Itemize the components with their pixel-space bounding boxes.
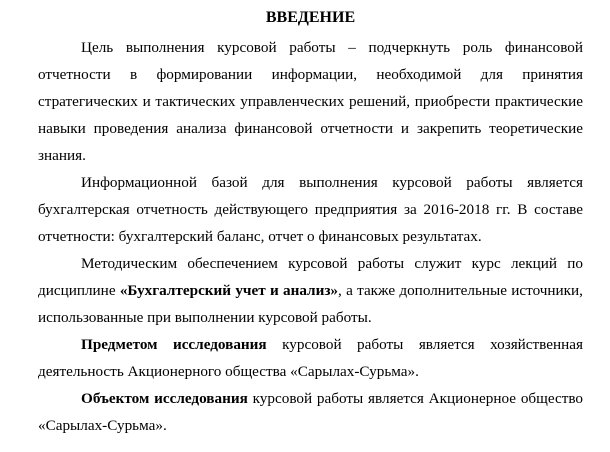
subject-heading: Предметом исследования: [81, 336, 267, 353]
paragraph-information-base: Информационной базой для выполнения курсовой работы является бухгалтерская отчетность действующего предприятия за 2016-2018 гг. В составе отчетности: бухгалтерский баланс, отчет о финансовых результатах.: [38, 174, 583, 245]
paragraph-object-text: курсовой работы является Акционерное общество «Сарылах-Сурьма».: [38, 390, 583, 434]
paragraph-methodology-text-start: Методическим обеспечением курсовой работы служит курс лекций по дисциплине: [38, 255, 583, 299]
object-heading: Объектом исследования: [81, 390, 248, 407]
document-title: ВВЕДЕНИЕ: [265, 9, 356, 26]
paragraph-object: [38, 385, 583, 439]
discipline-name: «Бухгалтерский учет и анализ»: [119, 282, 339, 299]
document-page: [38, 6, 583, 439]
paragraph-subject-text: курсовой работы является хозяйственная деятельность Акционерного общества «Сарылах-Сурьма».: [38, 336, 583, 380]
paragraph-methodology-text-end: , а также дополнительные источники, использованные при выполнении курсовой работы.: [38, 282, 583, 326]
paragraph-subject: [38, 331, 583, 385]
paragraph-goal: Цель выполнения курсовой работы – подчеркнуть роль финансовой отчетности в формировании информации, необходимой для принятия стратегических и тактических управленческих решений, приобрести практические навыки проведения анализа финансовой отчетности и закрепить теоретические знания.: [38, 39, 583, 164]
paragraph-methodology: [38, 250, 583, 331]
